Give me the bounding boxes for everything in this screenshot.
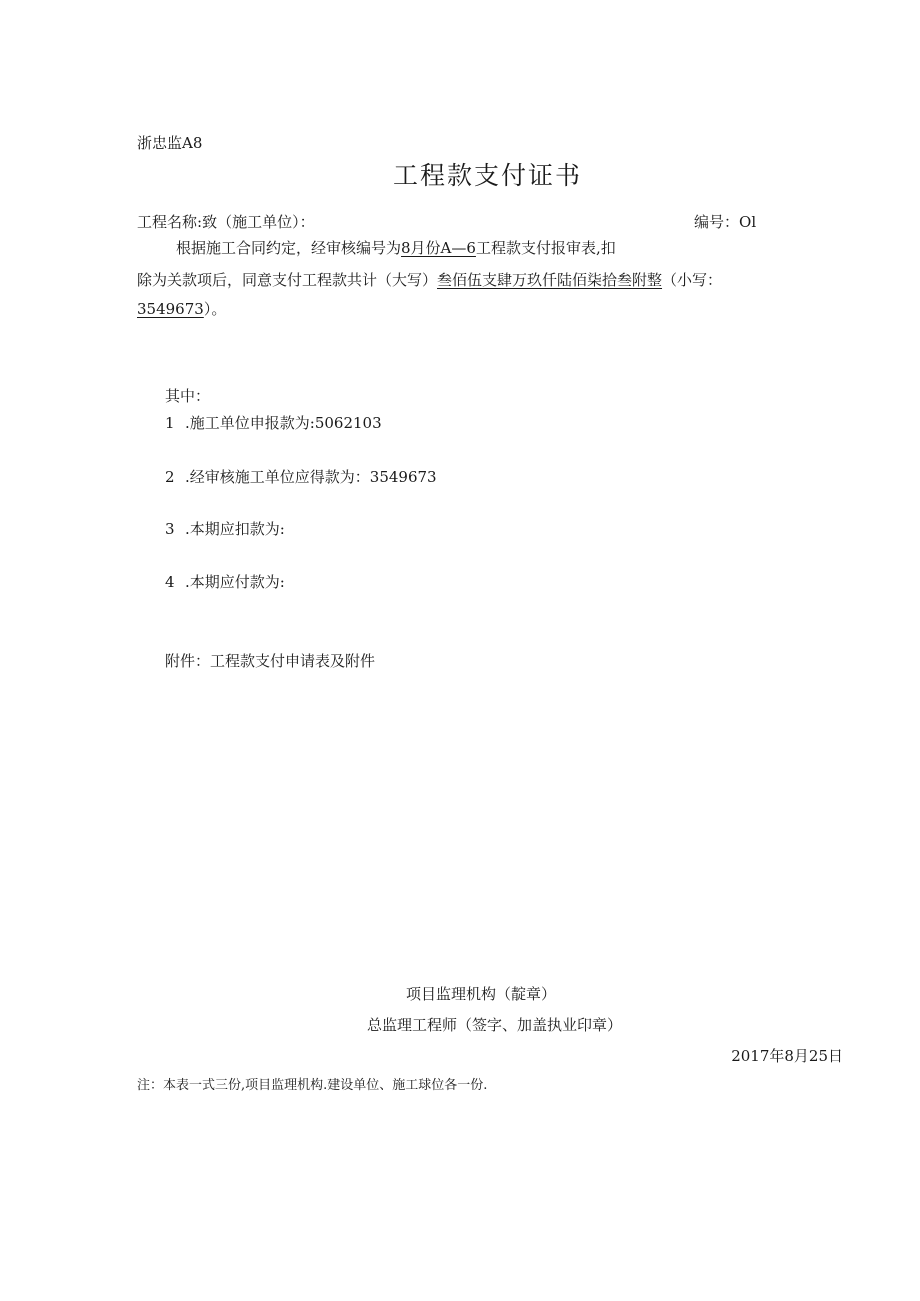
body-text: 根据施工合同约定，经审核编号为: [176, 239, 402, 257]
item-text: .本期应扣款为:: [185, 520, 285, 538]
project-name-label: 工程名称:: [137, 213, 203, 231]
number-value: Ol: [739, 213, 757, 231]
amount-in-words: 叁佰伍支肆万玖仟陆佰柒拾叁附整: [437, 271, 663, 289]
breakdown-item-1: [165, 412, 382, 433]
body-paragraph-line-1: [176, 237, 616, 258]
body-text: 工程款支付报审表,扣: [475, 239, 616, 257]
sign-date: 2017年8月25日: [731, 1047, 843, 1065]
chief-engineer-signature: 总监理工程师（签字、加盖执业印章）: [367, 1016, 623, 1034]
item-text: .经审核施工单位应得款为：3549673: [185, 468, 437, 486]
item-number: 4: [165, 573, 175, 591]
body-text: ）。: [203, 300, 227, 318]
report-reference: 8月份A—6: [401, 239, 476, 257]
recipient-label: 致（施工单位）：: [202, 213, 315, 231]
amount-in-figures: 3549673: [137, 300, 204, 318]
footnote: 注：本表一式三份,项目监理机构.建设单位、施工球位各一份.: [137, 1078, 488, 1093]
project-name-line: [137, 211, 315, 232]
number-field: [694, 211, 756, 232]
item-number: 1: [165, 414, 175, 432]
item-number: 3: [165, 520, 175, 538]
document-title: 工程款支付证书: [393, 161, 583, 190]
item-text: .施工单位申报款为:5062103: [185, 414, 382, 432]
attachment-line: 附件：工程款支付申请表及附件: [165, 652, 376, 670]
breakdown-item-3: [165, 518, 285, 539]
breakdown-item-2: [165, 466, 437, 487]
form-code: 浙忠监A8: [137, 134, 203, 152]
item-number: 2: [165, 468, 175, 486]
breakdown-item-4: [165, 571, 285, 592]
body-paragraph-line-3: [137, 298, 226, 319]
number-label: 编号：: [694, 213, 740, 231]
breakdown-heading: 其中：: [165, 387, 211, 405]
supervision-org-seal: 项目监理机构（靛章）: [406, 985, 557, 1003]
item-text: .本期应付款为:: [185, 573, 285, 591]
body-text: 除为关款项后，同意支付工程款共计（大写）: [137, 271, 438, 289]
body-text: （小写：: [662, 271, 723, 289]
body-paragraph-line-2: [137, 269, 722, 290]
